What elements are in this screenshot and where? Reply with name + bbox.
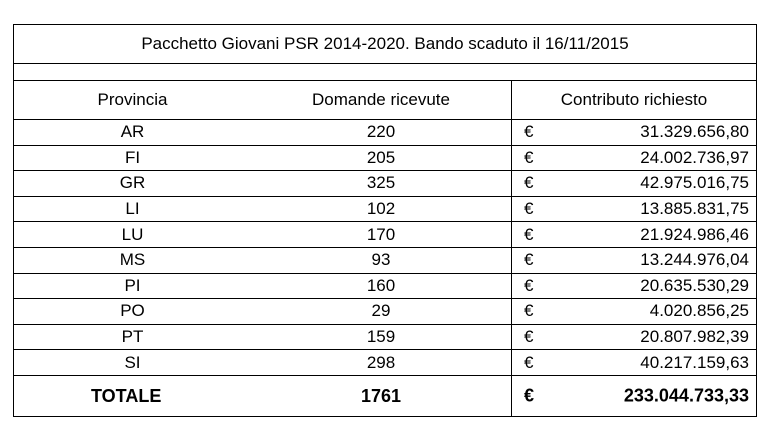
provincia-cell: PI bbox=[124, 275, 141, 295]
table-row bbox=[14, 120, 756, 146]
euro-symbol: € bbox=[524, 224, 534, 244]
euro-symbol: € bbox=[524, 352, 534, 372]
contributo-cell bbox=[511, 197, 756, 222]
header-contributo: Contributo richiesto bbox=[511, 81, 756, 119]
provincia-cell: SI bbox=[124, 352, 141, 372]
table-row bbox=[14, 171, 756, 197]
provincia-cell: LI bbox=[125, 199, 140, 219]
domande-cell: 220 bbox=[366, 122, 396, 142]
contributo-cell bbox=[511, 299, 756, 324]
provincia-cell: PT bbox=[121, 327, 144, 347]
table-row bbox=[14, 146, 756, 172]
contributo-amount: 20.807.982,39 bbox=[640, 327, 749, 347]
euro-symbol: € bbox=[524, 173, 534, 193]
provincia-cell: MS bbox=[119, 250, 146, 270]
total-row bbox=[14, 376, 756, 416]
euro-symbol: € bbox=[524, 199, 534, 219]
total-label: TOTALE bbox=[91, 385, 162, 406]
euro-symbol: € bbox=[524, 275, 534, 295]
table-row bbox=[14, 350, 756, 376]
contributo-amount: 13.885.831,75 bbox=[640, 199, 749, 219]
domande-cell: 160 bbox=[366, 275, 396, 295]
euro-symbol: € bbox=[524, 385, 535, 406]
provincia-cell: PO bbox=[120, 301, 145, 321]
euro-symbol: € bbox=[524, 327, 534, 347]
contributo-cell bbox=[511, 171, 756, 196]
domande-cell: 325 bbox=[366, 173, 396, 193]
contributo-cell bbox=[511, 248, 756, 273]
contributo-cell bbox=[511, 222, 756, 247]
domande-cell: 205 bbox=[366, 147, 396, 167]
contributo-amount: 13.244.976,04 bbox=[640, 250, 749, 270]
euro-symbol: € bbox=[524, 122, 534, 142]
domande-cell: 93 bbox=[371, 250, 391, 270]
data-table bbox=[13, 24, 757, 417]
contributo-cell bbox=[511, 274, 756, 299]
euro-symbol: € bbox=[524, 301, 534, 321]
contributo-cell bbox=[511, 120, 756, 145]
euro-symbol: € bbox=[524, 147, 534, 167]
contributo-amount: 20.635.530,29 bbox=[640, 275, 749, 295]
euro-symbol: € bbox=[524, 250, 534, 270]
domande-cell: 298 bbox=[366, 352, 396, 372]
contributo-amount: 31.329.656,80 bbox=[640, 122, 749, 142]
table-row bbox=[14, 222, 756, 248]
table-row bbox=[14, 248, 756, 274]
contributo-amount: 24.002.736,97 bbox=[640, 147, 749, 167]
total-contributo-cell bbox=[511, 376, 756, 416]
header-provincia: Provincia bbox=[97, 90, 168, 109]
header-row bbox=[14, 81, 756, 120]
contributo-cell bbox=[511, 350, 756, 375]
table-row bbox=[14, 325, 756, 351]
table-row bbox=[14, 274, 756, 300]
spacer-row bbox=[14, 64, 756, 81]
contributo-cell bbox=[511, 146, 756, 171]
provincia-cell: LU bbox=[121, 224, 144, 244]
domande-cell: 29 bbox=[371, 301, 391, 321]
table-row bbox=[14, 299, 756, 325]
domande-cell: 159 bbox=[366, 327, 396, 347]
provincia-cell: GR bbox=[119, 173, 146, 193]
header-domande: Domande ricevute bbox=[312, 90, 450, 109]
contributo-amount: 4.020.856,25 bbox=[649, 301, 749, 321]
table-row bbox=[14, 197, 756, 223]
contributo-cell bbox=[511, 325, 756, 350]
contributo-amount: 40.217.159,63 bbox=[640, 352, 749, 372]
total-contributo: 233.044.733,33 bbox=[623, 385, 749, 406]
contributo-amount: 42.975.016,75 bbox=[640, 173, 749, 193]
table-title: Pacchetto Giovani PSR 2014-2020. Bando scaduto il 16/11/2015 bbox=[14, 25, 756, 64]
domande-cell: 170 bbox=[366, 224, 396, 244]
provincia-cell: AR bbox=[120, 122, 145, 142]
contributo-amount: 21.924.986,46 bbox=[640, 224, 749, 244]
provincia-cell: FI bbox=[124, 147, 141, 167]
total-domande: 1761 bbox=[360, 385, 402, 406]
domande-cell: 102 bbox=[366, 199, 396, 219]
